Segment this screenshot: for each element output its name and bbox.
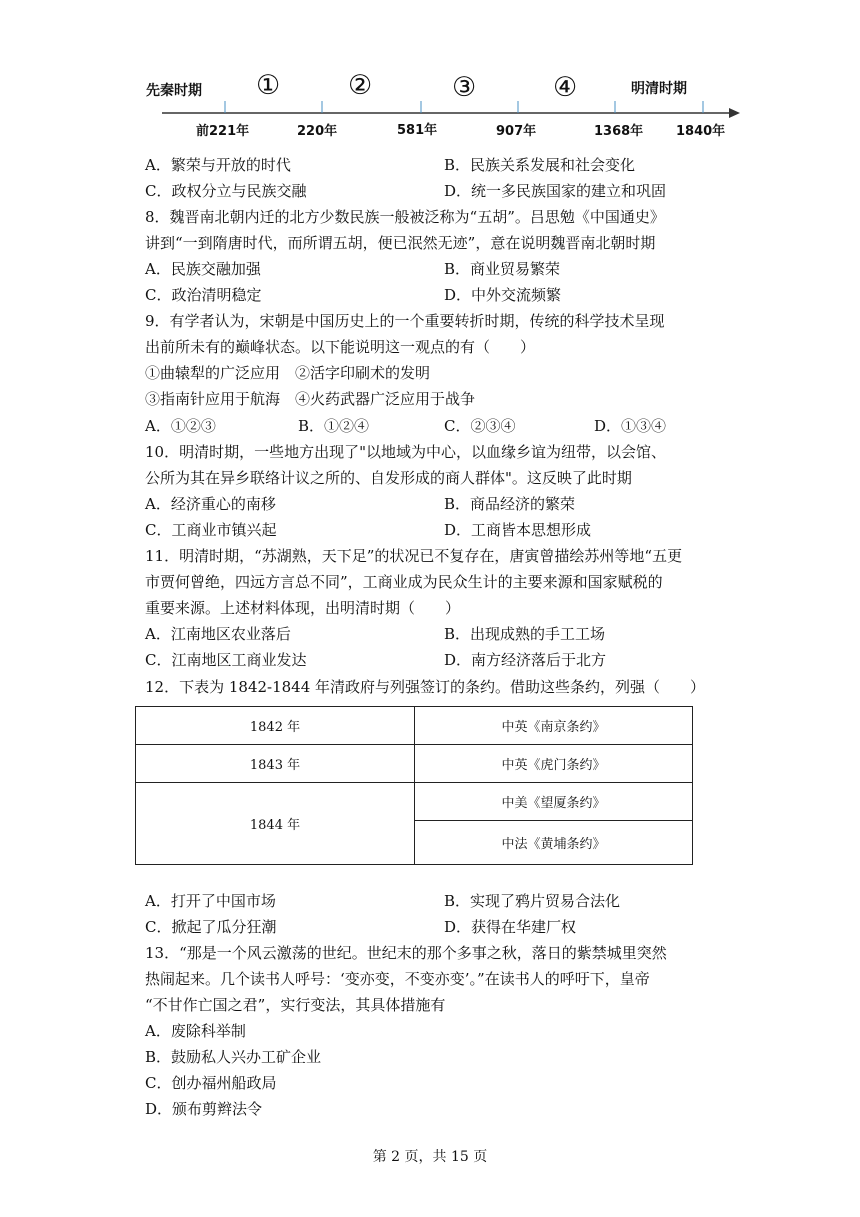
question-line: 8．魏晋南北朝内迁的北方少数民族一般被泛称为“五胡”。吕思勉《中国通史》	[145, 208, 665, 226]
option-a: A．民族交融加强	[145, 260, 261, 278]
question-line: ③指南针应用于航海 ④火药武器广泛应用于战争	[145, 390, 476, 408]
timeline-slot-1: ①	[256, 70, 281, 101]
option-b: B．出现成熟的手工工场	[444, 625, 606, 643]
timeline-slot-2: ②	[348, 70, 373, 101]
question-line: ①曲辕犁的广泛应用 ②活字印刷术的发明	[145, 364, 431, 382]
table-cell-year: 1843 年	[136, 745, 415, 783]
question-line: 热闹起来。几个读书人呼号：‘变亦变，不变亦变’。”在读书人的呼吁下，皇帝	[145, 970, 650, 988]
option-b: B．实现了鸦片贸易合法化	[444, 892, 621, 910]
table-cell-year: 1844 年	[136, 783, 415, 865]
question-line: 10．明清时期，一些地方出现了"以地域为中心，以血缘乡谊为纽带，以会馆、	[145, 443, 666, 461]
timeline-tick-3: 581年	[397, 123, 438, 138]
timeline-start-label: 先秦时期	[146, 83, 202, 99]
timeline-tick-5: 1368年	[594, 124, 644, 139]
table-row	[136, 783, 693, 821]
question-line: 13．“那是一个风云激荡的世纪。世纪末的那个多事之秋，落日的紫禁城里突然	[145, 944, 667, 962]
question-line: 市贾何曾绝，四远方言总不同”，工商业成为民众生计的主要来源和国家赋税的	[145, 573, 663, 591]
option-b: B．民族关系发展和社会变化	[444, 156, 636, 174]
option-a: A．打开了中国市场	[145, 892, 276, 910]
question-line: 出前所未有的巅峰状态。以下能说明这一观点的有（ ）	[145, 338, 536, 356]
option-b: B．商业贸易繁荣	[444, 260, 561, 278]
page-footer: 第 2 页，共 15 页	[372, 1149, 488, 1165]
option-c: C．②③④	[444, 417, 516, 435]
question-line: 公所为其在异乡联络计议之所的、自发形成的商人群体"。这反映了此时期	[145, 469, 632, 487]
question-line: “不甘作亡国之君”，实行变法，其具体措施有	[145, 996, 446, 1014]
timeline-slot-3: ③	[452, 72, 477, 103]
option-a: A．经济重心的南移	[145, 495, 276, 513]
option-d: D．颁布剪辫法令	[145, 1100, 263, 1118]
question-line: 重要来源。上述材料体现，出明清时期（ ）	[145, 599, 461, 617]
timeline-slot-4: ④	[553, 72, 578, 103]
question-line: 12．下表为 1842-1844 年清政府与列强签订的条约。借助这些条约，列强（ ）	[145, 678, 706, 696]
option-b: B．鼓励私人兴办工矿企业	[145, 1048, 322, 1066]
option-c: C．政治清明稳定	[145, 286, 262, 304]
option-d: D．获得在华建厂权	[444, 918, 577, 936]
table-cell-year: 1842 年	[136, 707, 415, 745]
timeline-tick-6: 1840年	[676, 124, 726, 139]
option-b: B．①②④	[298, 417, 370, 435]
option-d: D．南方经济落后于北方	[444, 651, 607, 669]
option-d: D．统一多民族国家的建立和巩固	[444, 182, 667, 200]
table-row	[136, 707, 693, 745]
option-a: A．①②③	[145, 417, 216, 435]
timeline-tick-2: 220年	[297, 124, 338, 139]
question-line: 讲到“一到隋唐时代，而所谓五胡，便已泯然无迹”，意在说明魏晋南北朝时期	[145, 234, 656, 252]
option-c: C．创办福州船政局	[145, 1074, 277, 1092]
table-cell-treaty: 中法《黄埔条约》	[415, 821, 693, 865]
option-a: A．废除科举制	[145, 1022, 246, 1040]
option-a: A．江南地区农业落后	[145, 625, 291, 643]
option-d: D．工商皆本思想形成	[444, 521, 592, 539]
timeline-tick-1: 前221年	[196, 124, 250, 139]
option-b: B．商品经济的繁荣	[444, 495, 576, 513]
timeline-end-label: 明清时期	[631, 81, 687, 97]
option-c: C．江南地区工商业发达	[145, 651, 307, 669]
question-line: 11．明清时期，“苏湖熟，天下足”的状况已不复存在，唐寅曾描绘苏州等地“五更	[145, 547, 683, 565]
option-c: C．掀起了瓜分狂潮	[145, 918, 277, 936]
option-d: D．中外交流频繁	[444, 286, 562, 304]
option-c: C．工商业市镇兴起	[145, 521, 277, 539]
timeline-tick-4: 907年	[496, 124, 537, 139]
table-cell-treaty: 中美《望厦条约》	[415, 783, 693, 821]
option-c: C．政权分立与民族交融	[145, 182, 307, 200]
option-a: A．繁荣与开放的时代	[145, 156, 291, 174]
option-d: D．①③④	[594, 417, 667, 435]
treaty-table	[135, 706, 693, 865]
table-cell-treaty: 中英《南京条约》	[415, 707, 693, 745]
table-row	[136, 745, 693, 783]
table-cell-treaty: 中英《虎门条约》	[415, 745, 693, 783]
question-line: 9．有学者认为，宋朝是中国历史上的一个重要转折时期，传统的科学技术呈现	[145, 312, 665, 330]
